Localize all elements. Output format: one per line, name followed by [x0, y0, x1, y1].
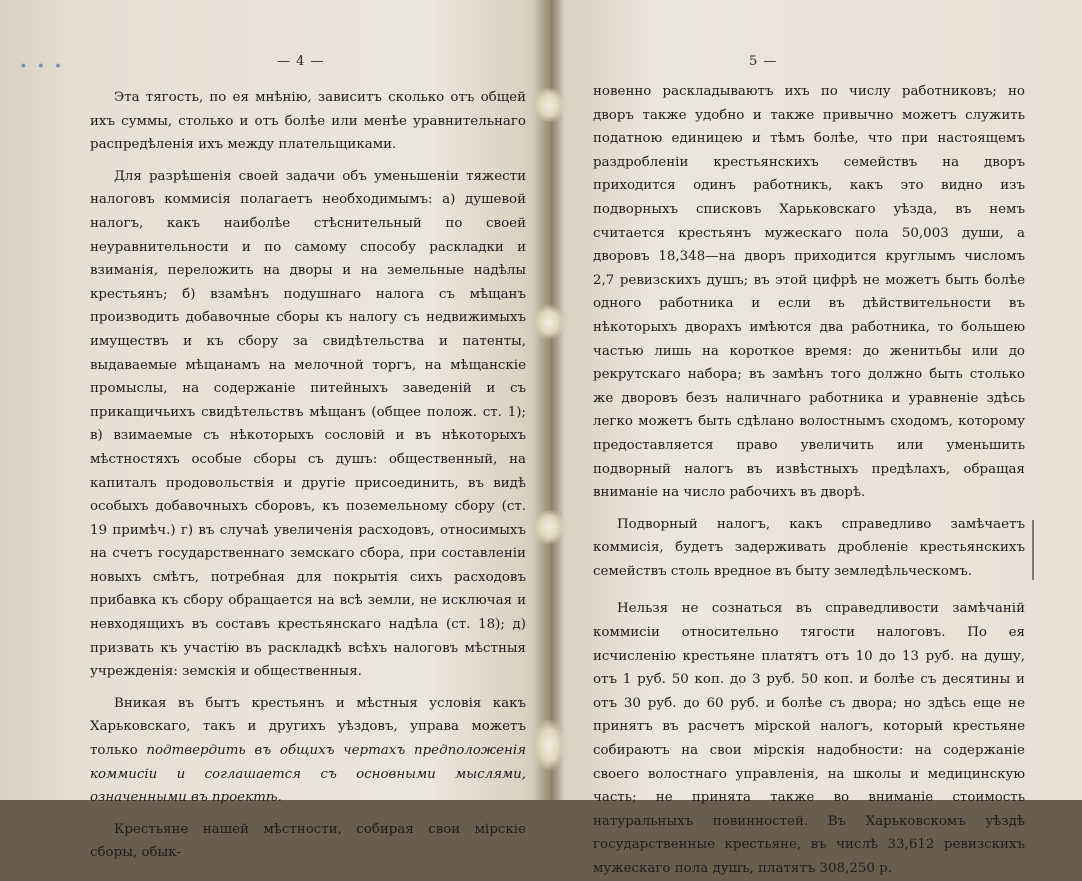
ink-specks: ∙ ∙ ∙: [20, 58, 65, 74]
paragraph: новенно раскладываютъ ихъ по числу работниковъ; но дворъ также удобно и также привычно можетъ служить податною единицею и тѣмъ болѣе, что при настоящемъ раздробленіи крестьянскихъ семействъ на дворъ приходится одинъ работникъ, какъ это видно изъ подворныхъ списковъ Харьковскаго уѣзда, въ немъ считается крестьянъ мужескаго пола 50,003 души, а дворовъ 18,348—на дворъ приходится круглымъ числомъ 2,7 ревизскихъ душъ; въ этой цифрѣ не можетъ быть болѣе одного работника и если въ дѣйствительности въ нѣкоторыхъ дворахъ имѣются два работника, то большею частью лишь на короткое время: до женитьбы или до рекрутскаго набора; въ замѣнъ того должно быть столько же дворовъ безъ наличнаго работника и уравненіе здѣсь легко можетъ быть сдѣлано волостнымъ сходомъ, которому предоставляется право увеличить или уменьшить подворный налогъ въ извѣстныхъ предѣлахъ, обращая вниманіе на число рабочихъ въ дворѣ.: [593, 84, 1025, 501]
paragraph: Крестьяне нашей мѣстности, собирая свои мірскіе сборы, обык-: [90, 821, 526, 861]
italic-passage: подтвердить въ общихъ чертахъ предположенія коммисіи и соглашается съ основными мыслями, означенными въ проектѣ.: [90, 743, 526, 806]
page-number: — 4 —: [277, 54, 325, 69]
page-text: [90, 86, 526, 865]
left-page: [0, 0, 545, 861]
right-page: [553, 0, 1082, 876]
paragraph: Для разрѣшенія своей задачи объ уменьшеніи тяжести налоговъ коммисія полагаетъ необходимымъ: а) душевой налогъ, какъ наиболѣе стѣснительный по своей неуравнительности и по самому способу раскладки и взиманія, переложить на дворы и на земельные надѣлы крестьянъ; б) взамѣнъ подушнаго налога съ мѣщанъ производить добавочные сборы къ налогу съ недвижимыхъ имуществъ и къ сбору за свидѣтельства и патенты, выдаваемые мѣщанамъ на мелочной торгъ, на мѣщанскіе промыслы, на содержаніе питейныхъ заведеній и съ прикащичьихъ свидѣтельствъ мѣщанъ (общее полож. ст. 1); в) взимаемые съ нѣкоторыхъ сословій и въ нѣкоторыхъ мѣстностяхъ особые сборы съ душъ: общественный, на капиталъ продовольствія и другіе присоединить, въ видѣ особыхъ добавочныхъ сборовъ, къ поземельному сбору (ст. 19 примѣч.) г) въ случаѣ увеличенія расходовъ, относимыхъ на счетъ государственнаго земскаго сбора, при составленіи новыхъ смѣтъ, потребная для покрытія сихъ расходовъ прибавка къ сбору обращается на всѣ земли, не исключая и невходящихъ въ составъ крестьянскаго надѣла (ст. 18); д) призвать къ участію въ раскладкѣ всѣхъ налоговъ мѣстныя учрежденія: земскія и общественныя.: [90, 168, 526, 680]
paragraph: Вникая въ бытъ крестьянъ и мѣстныя условія какъ Харьковскаго, такъ и другихъ уѣздовъ, управа можетъ только: [90, 695, 526, 759]
page-text: [593, 80, 1025, 881]
page-number: 5 —: [749, 54, 778, 69]
paragraph: Нельзя не сознаться въ справедливости замѣчаній коммисіи относительно тягости налоговъ. По ея исчисленію крестьяне платятъ отъ 10 до 13 руб. на душу, отъ 1 руб. 50 коп. до 3 руб. 50 коп. и болѣе съ десятины и отъ 30 руб. до 60 руб. и болѣе съ двора; но здѣсь еще не принятъ въ расчетъ мірской налогъ, который крестьяне собираютъ на свои мірскія надобности: на содержаніе своего волостнаго управленія, на школы и медицинскую часть; не принята также во вниманіе стоимость натуральныхъ повинностей. Въ Харьковскомъ уѣздѣ государственные крестьяне, въ числѣ 33,612 ревизскихъ мужескаго пола душъ, платятъ 308,250 р.: [593, 601, 1025, 876]
paragraph: Подворный налогъ, какъ справедливо замѣчаетъ коммисія, будетъ задерживать дробленіе крестьянскихъ семействъ столь вредное въ быту земледѣльческомъ.: [593, 516, 1025, 579]
paragraph: Эта тягость, по ея мнѣнію, зависитъ сколько отъ общей ихъ суммы, столько и отъ болѣе или менѣе уравнительнаго распредѣленія ихъ между плательщиками.: [90, 90, 526, 153]
